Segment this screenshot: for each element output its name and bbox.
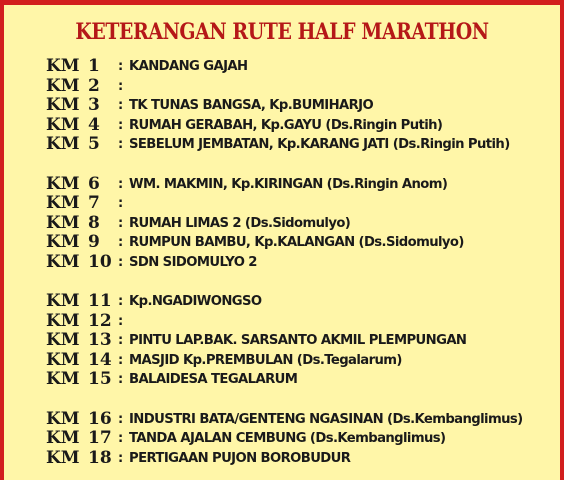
km-number: 9 <box>88 232 100 252</box>
checkpoint-location: RUMAH LIMAS 2 (Ds.Sidomulyo) <box>129 215 351 231</box>
separator: : <box>118 333 124 348</box>
separator: : <box>118 196 124 211</box>
km-label: KM <box>46 193 80 213</box>
separator: : <box>118 78 124 94</box>
km-label: KM <box>46 56 80 76</box>
checkpoint-location: TANDA AJALAN CEMBUNG (Ds.Kembanglimus) <box>129 431 446 446</box>
km-number: 7 <box>88 193 100 213</box>
checkpoint-location: WM. MAKMIN, Kp.KIRINGAN (Ds.Ringin Anom) <box>129 176 448 192</box>
km-marker <box>46 96 118 116</box>
km-label: KM <box>46 232 80 252</box>
km-marker <box>46 214 118 234</box>
km-marker <box>46 292 118 312</box>
km-marker <box>46 370 118 390</box>
separator: : <box>118 431 124 446</box>
checkpoint-location: TK TUNAS BANGSA, Kp.BUMIHARJO <box>129 98 374 113</box>
km-label: KM <box>46 173 80 194</box>
separator: : <box>118 313 124 329</box>
km-number: 5 <box>88 134 100 154</box>
checkpoint-location: INDUSTRI BATA/GENTENG NGASINAN (Ds.Kembanglimus) <box>129 411 523 427</box>
km-number: 2 <box>88 75 100 96</box>
km-number: 15 <box>88 369 112 389</box>
km-number: 6 <box>88 173 100 194</box>
km-marker <box>46 57 118 77</box>
km-marker <box>46 351 118 371</box>
separator: : <box>118 215 124 231</box>
km-number: 12 <box>88 310 112 331</box>
checkpoint-location: SEBELUM JEMBATAN, Kp.KARANG JATI (Ds.Ringin Putih) <box>129 137 510 152</box>
checkpoint-location: MASJID Kp.PREMBULAN (Ds.Tegalarum) <box>129 352 402 368</box>
km-label: KM <box>46 408 80 429</box>
separator: : <box>118 117 124 133</box>
km-number: 4 <box>88 114 100 135</box>
km-marker <box>46 410 118 430</box>
km-label: KM <box>46 291 80 311</box>
separator: : <box>118 98 124 113</box>
checkpoint-location: RUMPUN BAMBU, Kp.KALANGAN (Ds.Sidomulyo) <box>129 235 464 250</box>
separator: : <box>118 372 124 387</box>
km-label: KM <box>46 349 80 370</box>
checkpoint-location: BALAIDESA TEGALARUM <box>129 372 298 387</box>
km-marker <box>46 194 118 214</box>
km-number: 18 <box>88 447 112 468</box>
km-number: 8 <box>88 212 100 233</box>
km-number: 3 <box>88 95 100 115</box>
km-label: KM <box>46 369 80 389</box>
km-marker <box>46 116 118 136</box>
poster-title: KETERANGAN RUTE HALF MARATHON <box>75 19 489 45</box>
km-label: KM <box>46 114 80 135</box>
km-label: KM <box>46 310 80 331</box>
km-marker <box>46 312 118 332</box>
km-label: KM <box>46 251 80 272</box>
km-marker <box>46 175 118 195</box>
checkpoint-location: PINTU LAP.BAK. SARSANTO AKMIL PLEMPUNGAN <box>129 333 467 348</box>
km-label: KM <box>46 330 80 350</box>
km-label: KM <box>46 75 80 96</box>
km-marker <box>46 429 118 449</box>
km-number: 10 <box>88 251 112 272</box>
km-label: KM <box>46 212 80 233</box>
checkpoint-location: SDN SIDOMULYO 2 <box>129 254 257 270</box>
km-label: KM <box>46 428 80 448</box>
checkpoint-location: Kp.NGADIWONGSO <box>129 294 262 309</box>
km-marker <box>46 449 118 469</box>
separator: : <box>118 450 124 466</box>
separator: : <box>118 352 124 368</box>
km-number: 13 <box>88 330 112 350</box>
km-marker <box>46 233 118 253</box>
separator: : <box>118 254 124 270</box>
separator: : <box>118 137 124 152</box>
km-marker <box>46 253 118 273</box>
km-marker <box>46 77 118 97</box>
checkpoint-location: KANDANG GAJAH <box>129 59 248 74</box>
separator: : <box>118 411 124 427</box>
checkpoint-location: RUMAH GERABAH, Kp.GAYU (Ds.Ringin Putih) <box>129 117 443 133</box>
km-number: 11 <box>88 291 112 311</box>
km-number: 17 <box>88 428 112 448</box>
km-number: 16 <box>88 408 112 429</box>
km-marker <box>46 331 118 351</box>
separator: : <box>118 235 124 250</box>
km-number: 1 <box>88 56 100 76</box>
separator: : <box>118 176 124 192</box>
separator: : <box>118 59 124 74</box>
km-label: KM <box>46 447 80 468</box>
km-number: 14 <box>88 349 112 370</box>
km-label: KM <box>46 95 80 115</box>
km-marker <box>46 135 118 155</box>
km-label: KM <box>46 134 80 154</box>
checkpoint-location: PERTIGAAN PUJON BOROBUDUR <box>129 450 351 466</box>
separator: : <box>118 294 124 309</box>
